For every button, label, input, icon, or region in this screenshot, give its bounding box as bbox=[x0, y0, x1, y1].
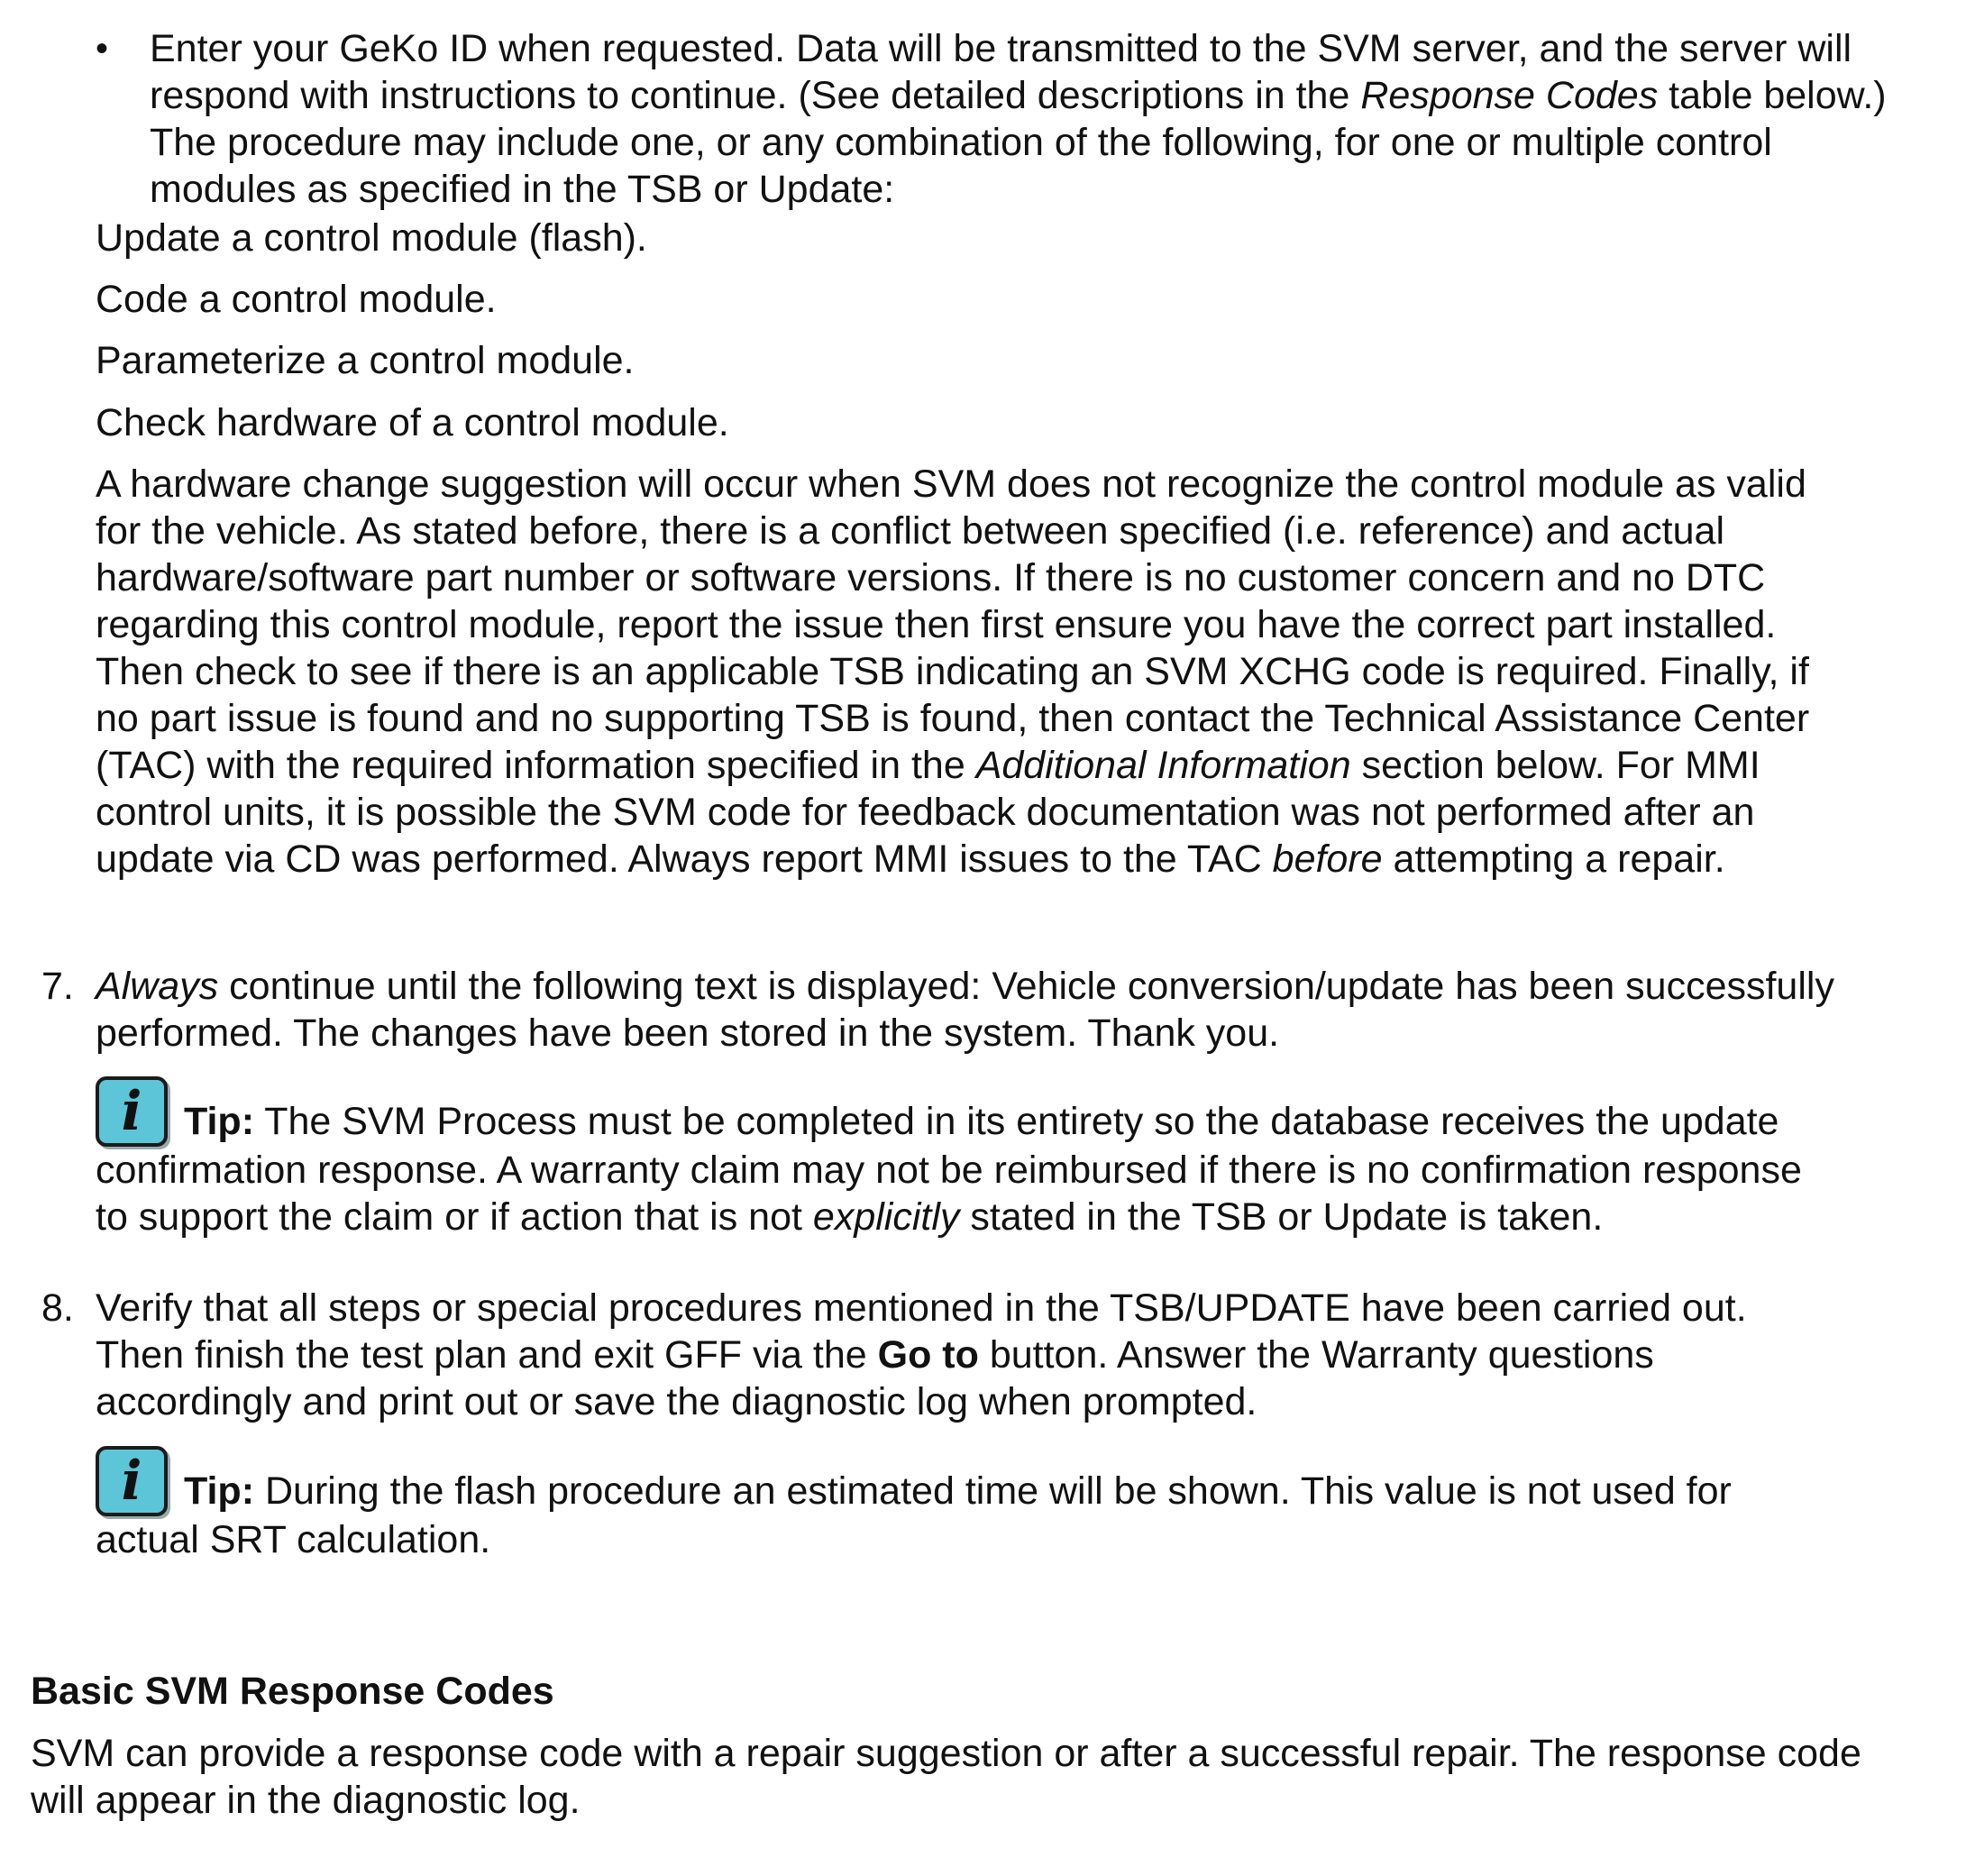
bullet-text-b: table below.) The procedure may include one, or any combination of the following, for one or multiple control modules as specified in the TSB or Update: bbox=[150, 74, 1887, 211]
tip-2 bbox=[96, 1446, 1808, 1563]
step-7-body: continue until the following text is displayed: Vehicle conversion/update has been successfully performed. The changes have been stored in the system. Thank you. bbox=[96, 965, 1834, 1055]
hardware-para-c: attempting a repair. bbox=[1382, 837, 1725, 881]
tip-1-italic: explicitly bbox=[812, 1195, 960, 1239]
hardware-change-paragraph bbox=[96, 461, 1835, 883]
step-7-number: 7. bbox=[41, 965, 74, 1008]
tip-2-label: Tip: bbox=[184, 1469, 255, 1513]
step-8-text bbox=[96, 1285, 1835, 1425]
tip-1-label: Tip: bbox=[184, 1100, 255, 1143]
tip-2-text: During the flash procedure an estimated time will be shown. This value is not used for actual SRT calculation. bbox=[96, 1469, 1732, 1561]
tip-1-text-a: The SVM Process must be completed in its entirety so the database receives the update confirmation response. A warranty claim may not be reimbursed if there is no confirmation response to support the claim or if action that is not bbox=[96, 1100, 1802, 1239]
step-8-number: 8. bbox=[41, 1286, 74, 1330]
hardware-para-italic2: before bbox=[1272, 837, 1383, 881]
step-8-text-b: button. Answer the Warranty questions accordingly and print out or save the diagnostic log when prompted. bbox=[96, 1333, 1654, 1423]
hardware-para-a: A hardware change suggestion will occur when SVM does not recognize the control module as valid for the vehicle. As stated before, there is a conflict between specified (i.e. reference) and actual hardware/software part number or software versions. If there is no customer concern and no DTC regarding this control module, report the issue then first ensure you have the correct part installed. Then check to see if there is an applicable TSB indicating an SVM XCHG code is required. Finally, if no part issue is found and no supporting TSB is found, then contact the Technical Assistance Center (TAC) with the required information specified in the bbox=[96, 462, 1810, 787]
hardware-para-b: section below. For MMI control units, it is possible the SVM code for feedback documentation was not performed after an update via CD was performed. Always report MMI issues to the TAC bbox=[96, 744, 1760, 881]
info-icon-glyph: i bbox=[121, 1080, 142, 1143]
sub-item-flash: Update a control module (flash). bbox=[96, 216, 647, 260]
step-7-text bbox=[96, 963, 1835, 1057]
section-heading: Basic SVM Response Codes bbox=[31, 1670, 554, 1713]
hardware-para-italic1: Additional Information bbox=[975, 744, 1351, 787]
tip-1-text-b: stated in the TSB or Update is taken. bbox=[959, 1195, 1604, 1239]
bullet-symbol: • bbox=[96, 29, 109, 69]
step-8-text-a: Verify that all steps or special procedures mentioned in the TSB/UPDATE have been carried out. Then finish the test plan and exit GFF via the bbox=[96, 1286, 1747, 1377]
info-icon bbox=[96, 1076, 168, 1147]
info-icon-glyph: i bbox=[121, 1450, 142, 1513]
step-8-bold: Go to bbox=[877, 1333, 979, 1377]
bullet-text-a: Enter your GeKo ID when requested. Data will be transmitted to the SVM server, and the server will respond with instructions to continue. (See detailed descriptions in the bbox=[150, 27, 1852, 117]
bullet-text-italic: Response Codes bbox=[1360, 74, 1659, 117]
section-intro: SVM can provide a response code with a repair suggestion or after a successful repair. The response code will appear in the diagnostic log. bbox=[31, 1732, 1861, 1822]
bullet-text bbox=[150, 25, 1894, 213]
sub-item-code: Code a control module. bbox=[96, 278, 497, 321]
sub-item-parameterize: Parameterize a control module. bbox=[96, 339, 635, 382]
step-7-italic: Always bbox=[96, 965, 219, 1008]
info-icon bbox=[96, 1446, 168, 1516]
tip-1 bbox=[96, 1076, 1835, 1240]
sub-item-check-hardware: Check hardware of a control module. bbox=[96, 401, 729, 444]
